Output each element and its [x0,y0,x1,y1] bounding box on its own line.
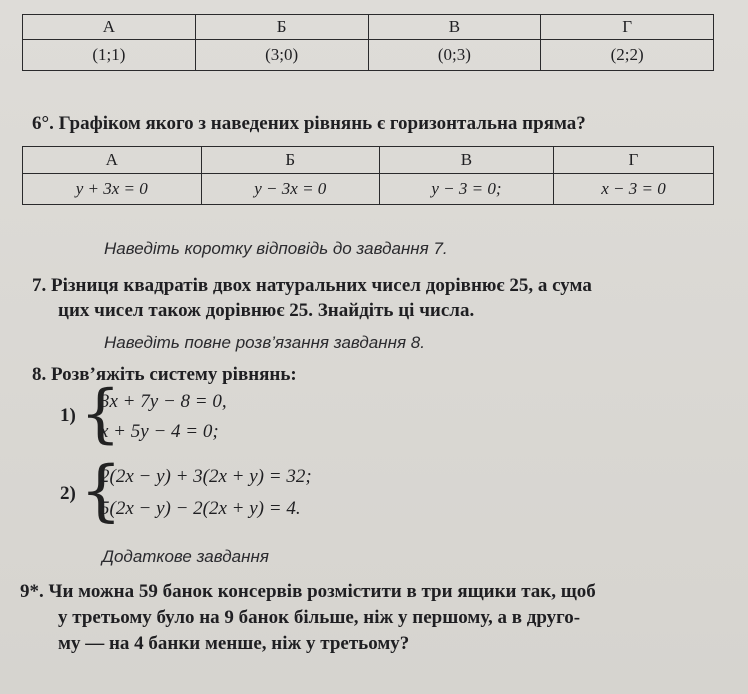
question-text: Графіком якого з наведених рівнянь є горизонтальна пряма? [58,113,586,134]
table-header-cell: Г [541,15,714,40]
table-header-cell: Б [201,147,380,174]
question-text-line: Чи можна 59 банок консервів розмістити в три ящики так, щоб [48,581,596,602]
table-header-cell: Г [553,147,713,174]
instruction-7: Наведіть коротку відповідь до завдання 7. [104,239,448,258]
table-cell: y + 3x = 0 [23,174,202,205]
question-7 [32,274,592,298]
system-1-equation-1: 3x + 7y − 8 = 0, [100,391,227,412]
instruction-8: Наведіть повне розв’язання завдання 8. [104,333,425,352]
table-cell: (3;0) [195,40,368,71]
question-8 [32,363,297,387]
question-9-line3: му — на 4 банки менше, ніж у третьому? [58,633,410,654]
table-header-row [23,15,714,40]
table-cell: (0;3) [368,40,541,71]
table-row [23,40,714,71]
table-cell: y − 3 = 0; [380,174,554,205]
table-cell: (2;2) [541,40,714,71]
question-text-line: Різниця квадратів двох натуральних чисел дорівнює 25, а сума [51,275,592,296]
answer-table-q6 [22,146,714,205]
question-text: Розв’яжіть систему рівнянь: [51,364,297,385]
system-1-equation-2: x + 5y − 4 = 0; [100,421,219,442]
table-cell: y − 3x = 0 [201,174,380,205]
extra-task-heading: Додаткове завдання [102,547,269,566]
answer-table-q5 [22,14,714,71]
question-7-line2: цих чисел також дорівнює 25. Знайдіть ці числа. [58,300,475,321]
table-row [23,174,714,205]
system-2-label: 2) [60,483,76,504]
table-header-cell: А [23,15,196,40]
question-9-line2: у третьому було на 9 банок більше, ніж у першому, а в друго- [58,607,581,628]
table-header-cell: Б [195,15,368,40]
question-number: 7. [32,275,47,296]
table-cell: (1;1) [23,40,196,71]
system-2-equation-1: 2(2x − y) + 3(2x + y) = 32; [100,466,312,487]
system-2-equation-2: 5(2x − y) − 2(2x + y) = 4. [100,498,301,519]
question-number: 9*. [20,581,44,602]
question-number: 8. [32,364,47,385]
system-1-label: 1) [60,405,76,426]
left-brace-icon: { [80,377,121,451]
table-header-cell: В [380,147,554,174]
question-6 [32,112,586,136]
table-header-cell: В [368,15,541,40]
table-header-cell: А [23,147,202,174]
question-number: 6°. [32,113,54,134]
table-cell: x − 3 = 0 [553,174,713,205]
table-header-row [23,147,714,174]
left-brace-icon: { [80,452,122,529]
question-9 [20,580,596,604]
